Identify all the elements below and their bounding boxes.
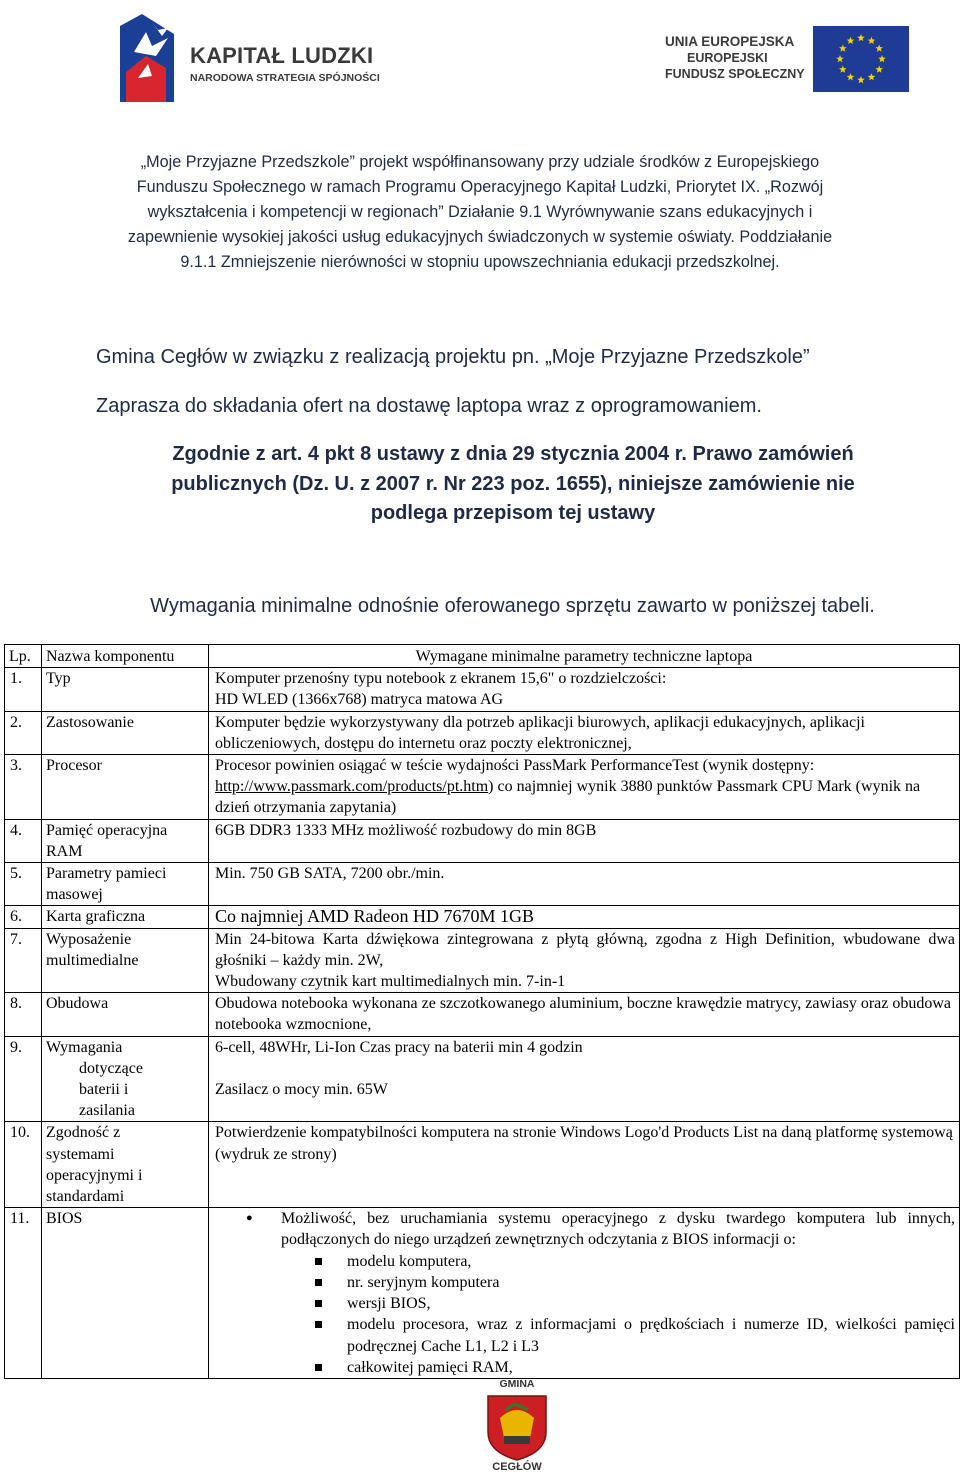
table-row: [5, 863, 960, 906]
invite-line: Zaprasza do składania ofert na dostawę laptopa wraz z oprogramowaniem.: [96, 395, 762, 417]
component-requirement: Potwierdzenie kompatybilności komputera na stronie Windows Logo'd Products List na daną platformę systemową (wydruk ze strony): [209, 1122, 960, 1208]
eu-logo: [665, 26, 915, 98]
component-requirement: Min. 750 GB SATA, 7200 obr./min.: [209, 863, 960, 906]
table-row: [5, 906, 960, 928]
row-number: 6.: [5, 906, 42, 928]
component-requirement: [209, 928, 960, 993]
row-number: 8.: [5, 993, 42, 1036]
table-row: [5, 755, 960, 820]
row-number: 1.: [5, 668, 42, 711]
legal-line: podlega przepisom tej ustawy: [370, 502, 656, 524]
component-name: Karta graficzna: [42, 906, 209, 928]
gmina-line: Gmina Cegłów w związku z realizacją projektu pn. „Moje Przyjazne Przedszkole”: [96, 346, 810, 368]
kapital-ludzki-logo: [112, 12, 382, 104]
legal-line: publicznych (Dz. U. z 2007 r. Nr 223 poz. 1655), niniejsze zamówienie nie: [171, 472, 855, 495]
table-row: [5, 1208, 960, 1379]
component-name-text: Zgodność z systemami operacyjnymi i standardami: [46, 1124, 143, 1206]
component-name: Procesor: [42, 755, 209, 820]
row-number: 7.: [5, 928, 42, 993]
crest-bottom-label: CEGŁÓW: [492, 1461, 542, 1473]
component-requirement: [209, 1036, 960, 1122]
component-name: [42, 1122, 209, 1208]
column-header-component: Nazwa komponentu: [42, 645, 209, 668]
eu-flag-icon: [813, 26, 909, 92]
component-requirement: [209, 755, 960, 820]
row-number: 2.: [5, 711, 42, 754]
table-row: [5, 819, 960, 862]
kapital-ludzki-emblem-icon: [112, 12, 192, 104]
table-row: [5, 1122, 960, 1208]
kapital-ludzki-title: KAPITAŁ LUDZKI: [190, 43, 374, 68]
requirement-line: 6-cell, 48WHr, Li-Ion Czas pracy na baterii min 4 godzin: [215, 1038, 583, 1056]
legal-basis-paragraph: [118, 440, 908, 529]
component-name: Wyposażenie multimedialne: [42, 928, 209, 993]
intro-line: Funduszu Społecznego w ramach Programu Operacyjnego Kapitał Ludzki, Priorytet IX. „Rozwój: [136, 178, 824, 196]
requirement-line: Min 24-bitowa Karta dźwiękowa zintegrowana z płytą główną, zgodna z High Definition, wbudowane dwa głośniki – każdy min. 2W,: [215, 930, 955, 969]
bios-info-list: [281, 1251, 955, 1378]
intro-line: 9.1.1 Zmniejszenie nierówności w stopniu upowszechniania edukacji przedszkolnej.: [180, 253, 780, 271]
kapital-ludzki-subtitle: NARODOWA STRATEGIA SPÓJNOŚCI: [190, 72, 380, 84]
column-header-requirements: Wymagane minimalne parametry techniczne laptopa: [209, 645, 960, 668]
list-item: całkowitej pamięci RAM,: [347, 1357, 955, 1378]
component-name: Parametry pamieci masowej: [42, 863, 209, 906]
list-item: modelu komputera,: [347, 1251, 955, 1272]
requirement-line: HD WLED (1366x768) matryca matowa AG: [215, 691, 504, 709]
component-name: BIOS: [42, 1208, 209, 1379]
intro-line: zapewnienie wysokiej jakości usług edukacyjnych świadczonych w systemie oświaty. Poddziałanie: [127, 228, 833, 246]
row-number: 3.: [5, 755, 42, 820]
eu-logo-line3: FUNDUSZ SPOŁECZNY: [665, 67, 805, 81]
crest-top-label: GMINA: [499, 1378, 535, 1390]
bios-bullet: [281, 1208, 955, 1378]
requirement-line: Zasilacz o mocy min. 65W: [215, 1080, 388, 1098]
table-row: [5, 928, 960, 993]
specification-table: [4, 644, 960, 1379]
eu-logo-line2: EUROPEJSKI: [687, 51, 768, 65]
bios-bullet-text: Możliwość, bez uruchamiania systemu operacyjnego z dysku twardego komputera lub innych, podłączonych do niego urządzeń zewnętrznych odczytania z BIOS informacji o:: [281, 1210, 955, 1249]
row-number: 4.: [5, 819, 42, 862]
component-requirement: [209, 1208, 960, 1379]
requirement-text: Procesor powinien osiągać w teście wydajności PassMark PerformanceTest (wynik dostępny:: [215, 757, 815, 775]
project-intro-paragraph: [100, 150, 860, 275]
component-name-line: Wymagania: [46, 1038, 123, 1056]
requirement-text: ) co najmniej wynik 3880 punktów Passmark CPU Mark (wynik na dzień otrzymania zapytania): [215, 778, 921, 817]
table-row: [5, 993, 960, 1036]
component-name: Obudowa: [42, 993, 209, 1036]
component-name: Pamięć operacyjna RAM: [42, 819, 209, 862]
requirements-line: Wymagania minimalne odnośnie oferowanego sprzętu zawarto w poniższej tabeli.: [150, 595, 875, 617]
column-header-lp: Lp.: [5, 645, 42, 668]
row-number: 9.: [5, 1036, 42, 1122]
component-requirement: [209, 668, 960, 711]
list-item: nr. seryjnym komputera: [347, 1272, 955, 1293]
row-number: 5.: [5, 863, 42, 906]
list-item: modelu procesora, wraz z informacjami o prędkościach i numerze ID, wielkości pamięci podręcznej Cache L1, L2 i L3: [347, 1314, 955, 1356]
list-item: wersji BIOS,: [347, 1293, 955, 1314]
intro-line: wykształcenia i kompetencji w regionach” Działanie 9.1 Wyrównywanie szans edukacyjnych i: [147, 203, 813, 221]
row-number: 10.: [5, 1122, 42, 1208]
row-number: 11.: [5, 1208, 42, 1379]
passmark-link[interactable]: http://www.passmark.com/products/pt.htm: [215, 778, 489, 796]
component-requirement: Co najmniej AMD Radeon HD 7670M 1GB: [209, 906, 960, 928]
component-name-line: dotyczące baterii i zasilania: [79, 1059, 143, 1120]
component-name: [42, 1036, 209, 1122]
eu-logo-line1: UNIA EUROPEJSKA: [665, 34, 795, 49]
component-requirement: 6GB DDR3 1333 MHz możliwość rozbudowy do min 8GB: [209, 819, 960, 862]
gmina-ceglow-crest: [472, 1378, 562, 1474]
table-header-row: [5, 645, 960, 668]
table-row: [5, 668, 960, 711]
intro-line: „Moje Przyjazne Przedszkole” projekt współfinansowany przy udziale środków z Europejskiego: [140, 153, 820, 171]
component-name: Typ: [42, 668, 209, 711]
table-row: [5, 1036, 960, 1122]
bios-bullet-list: [215, 1208, 955, 1378]
component-requirement: Obudowa notebooka wykonana ze szczotkowanego aluminium, boczne krawędzie matrycy, zawiasy oraz obudowa notebooka wzmocnione,: [209, 993, 960, 1036]
requirement-line: Wbudowany czytnik kart multimedialnych min. 7-in-1: [215, 973, 566, 991]
requirement-line: Komputer przenośny typu notebook z ekranem 15,6" o rozdzielczości:: [215, 670, 667, 688]
coat-of-arms-icon: [484, 1392, 550, 1462]
component-name: Zastosowanie: [42, 711, 209, 754]
legal-line: Zgodnie z art. 4 pkt 8 ustawy z dnia 29 stycznia 2004 r. Prawo zamówień: [172, 443, 854, 465]
component-requirement: Komputer będzie wykorzystywany dla potrzeb aplikacji biurowych, aplikacji edukacyjnych, aplikacji obliczeniowych, dostępu do internetu oraz poczty elektronicznej,: [209, 711, 960, 754]
table-row: [5, 711, 960, 754]
